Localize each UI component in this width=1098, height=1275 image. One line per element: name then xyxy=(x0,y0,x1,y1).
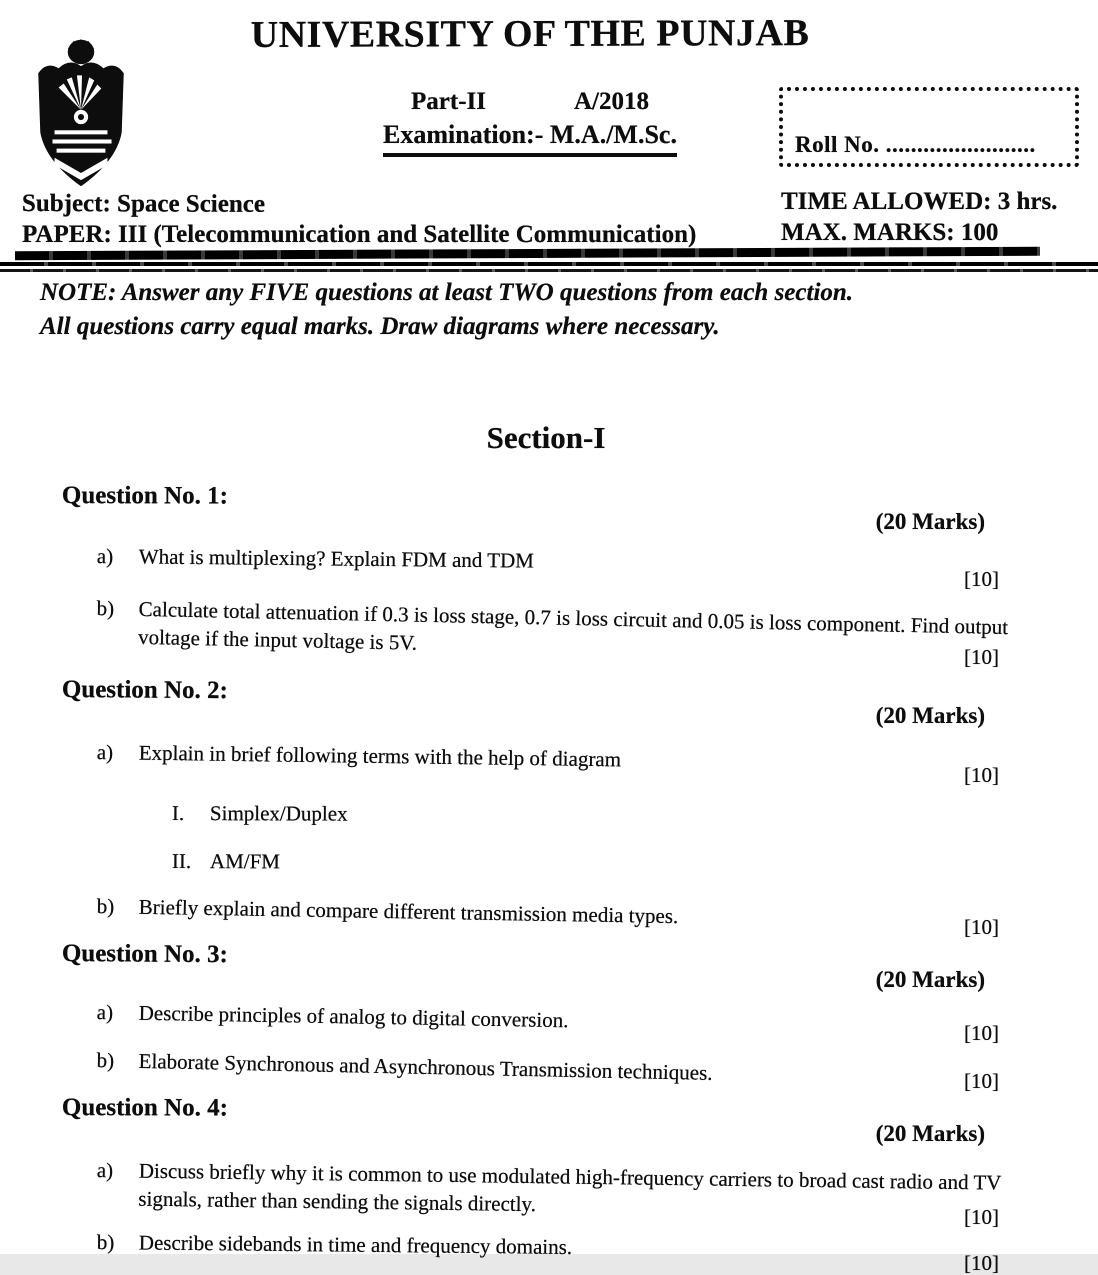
session-label: A/2018 xyxy=(573,88,649,115)
sub-item xyxy=(172,800,1098,829)
part-marks: [10] xyxy=(964,915,999,939)
header-divider-line2 xyxy=(0,269,1098,272)
question-marks: (20 Marks) xyxy=(875,967,985,992)
part-label: b) xyxy=(96,595,115,621)
sub-item-text: AM/FM xyxy=(209,849,281,874)
part-text: Calculate total attenuation if 0.3 is loss stage, 0.7 is loss circuit and 0.05 is loss component. Find output voltage if the input voltage is 5V. xyxy=(137,596,1009,655)
part-label: b) xyxy=(96,893,115,919)
part-marks: [10] xyxy=(964,645,999,669)
part-marks: [10] xyxy=(964,1251,999,1275)
part-label: a) xyxy=(96,1157,114,1183)
part-marks: [10] xyxy=(964,1021,999,1045)
part-label: b) xyxy=(96,1229,115,1255)
question-marks: (20 Marks) xyxy=(875,703,985,728)
questions-list xyxy=(0,478,1098,1274)
part-text: What is multiplexing? Explain FDM and TDM xyxy=(138,544,535,573)
question-block-1 xyxy=(0,482,1098,668)
question-title: Question No. 1: xyxy=(61,482,228,510)
section-title: Section-I xyxy=(486,420,606,455)
part-marks: [10] xyxy=(964,1205,999,1229)
question-title: Question No. 4: xyxy=(61,1094,228,1122)
question-block-3 xyxy=(0,940,1098,1092)
part-text: Describe sidebands in time and frequency domains. xyxy=(138,1230,573,1259)
part-label: a) xyxy=(96,739,114,765)
punjab-university-crest-icon xyxy=(24,36,138,192)
question-marks: (20 Marks) xyxy=(875,1121,985,1146)
part-text: Explain in brief following terms with the help of diagram xyxy=(138,740,622,772)
sub-item-text: Simplex/Duplex xyxy=(209,801,348,826)
paper-line: PAPER: III (Telecommunication and Satellite Communication) xyxy=(22,221,697,248)
question-block-2 xyxy=(0,676,1098,938)
question-marks: (20 Marks) xyxy=(875,509,985,534)
part-marks: [10] xyxy=(964,1069,999,1093)
note-line-2: All questions carry equal marks. Draw diagrams where necessary. xyxy=(40,313,720,340)
part-label: b) xyxy=(96,1047,115,1073)
max-marks-label: MAX. MARKS: 100 xyxy=(781,219,999,246)
exam-note xyxy=(40,276,1000,344)
part-label: Part-II xyxy=(411,88,486,115)
sub-item-label: II. xyxy=(171,849,192,874)
part-text: Briefly explain and compare different transmission media types. xyxy=(138,894,679,929)
part-marks: [10] xyxy=(964,763,999,787)
time-allowed-label: TIME ALLOWED: 3 hrs. xyxy=(781,188,1058,215)
part-text: Describe principles of analog to digital conversion. xyxy=(138,1000,569,1033)
roll-number-box xyxy=(779,87,1079,167)
question-block-4 xyxy=(0,1094,1098,1274)
part-text: Discuss briefly why it is common to use modulated high-frequency carriers to broad cast radio and TV signals, rather than sending the signals directly. xyxy=(138,1158,1002,1217)
sub-item xyxy=(172,848,1098,877)
sub-item-label: I. xyxy=(171,801,185,826)
part-label: a) xyxy=(96,999,114,1025)
part-text: Elaborate Synchronous and Asynchronous Transmission techniques. xyxy=(138,1048,713,1085)
roll-number-label: Roll No. ........................ xyxy=(795,132,1036,157)
subject-line: Subject: Space Science xyxy=(21,190,266,218)
part-marks: [10] xyxy=(964,567,999,591)
examination-line: Examination:- M.A./M.Sc. xyxy=(383,120,677,157)
header-divider-line1 xyxy=(0,262,1098,266)
page-title: UNIVERSITY OF THE PUNJAB xyxy=(250,12,810,56)
part-label: a) xyxy=(96,543,114,569)
note-line-1: NOTE: Answer any FIVE questions at least TWO questions from each section. xyxy=(40,279,854,306)
question-title: Question No. 2: xyxy=(61,676,228,705)
question-title: Question No. 3: xyxy=(61,940,228,969)
